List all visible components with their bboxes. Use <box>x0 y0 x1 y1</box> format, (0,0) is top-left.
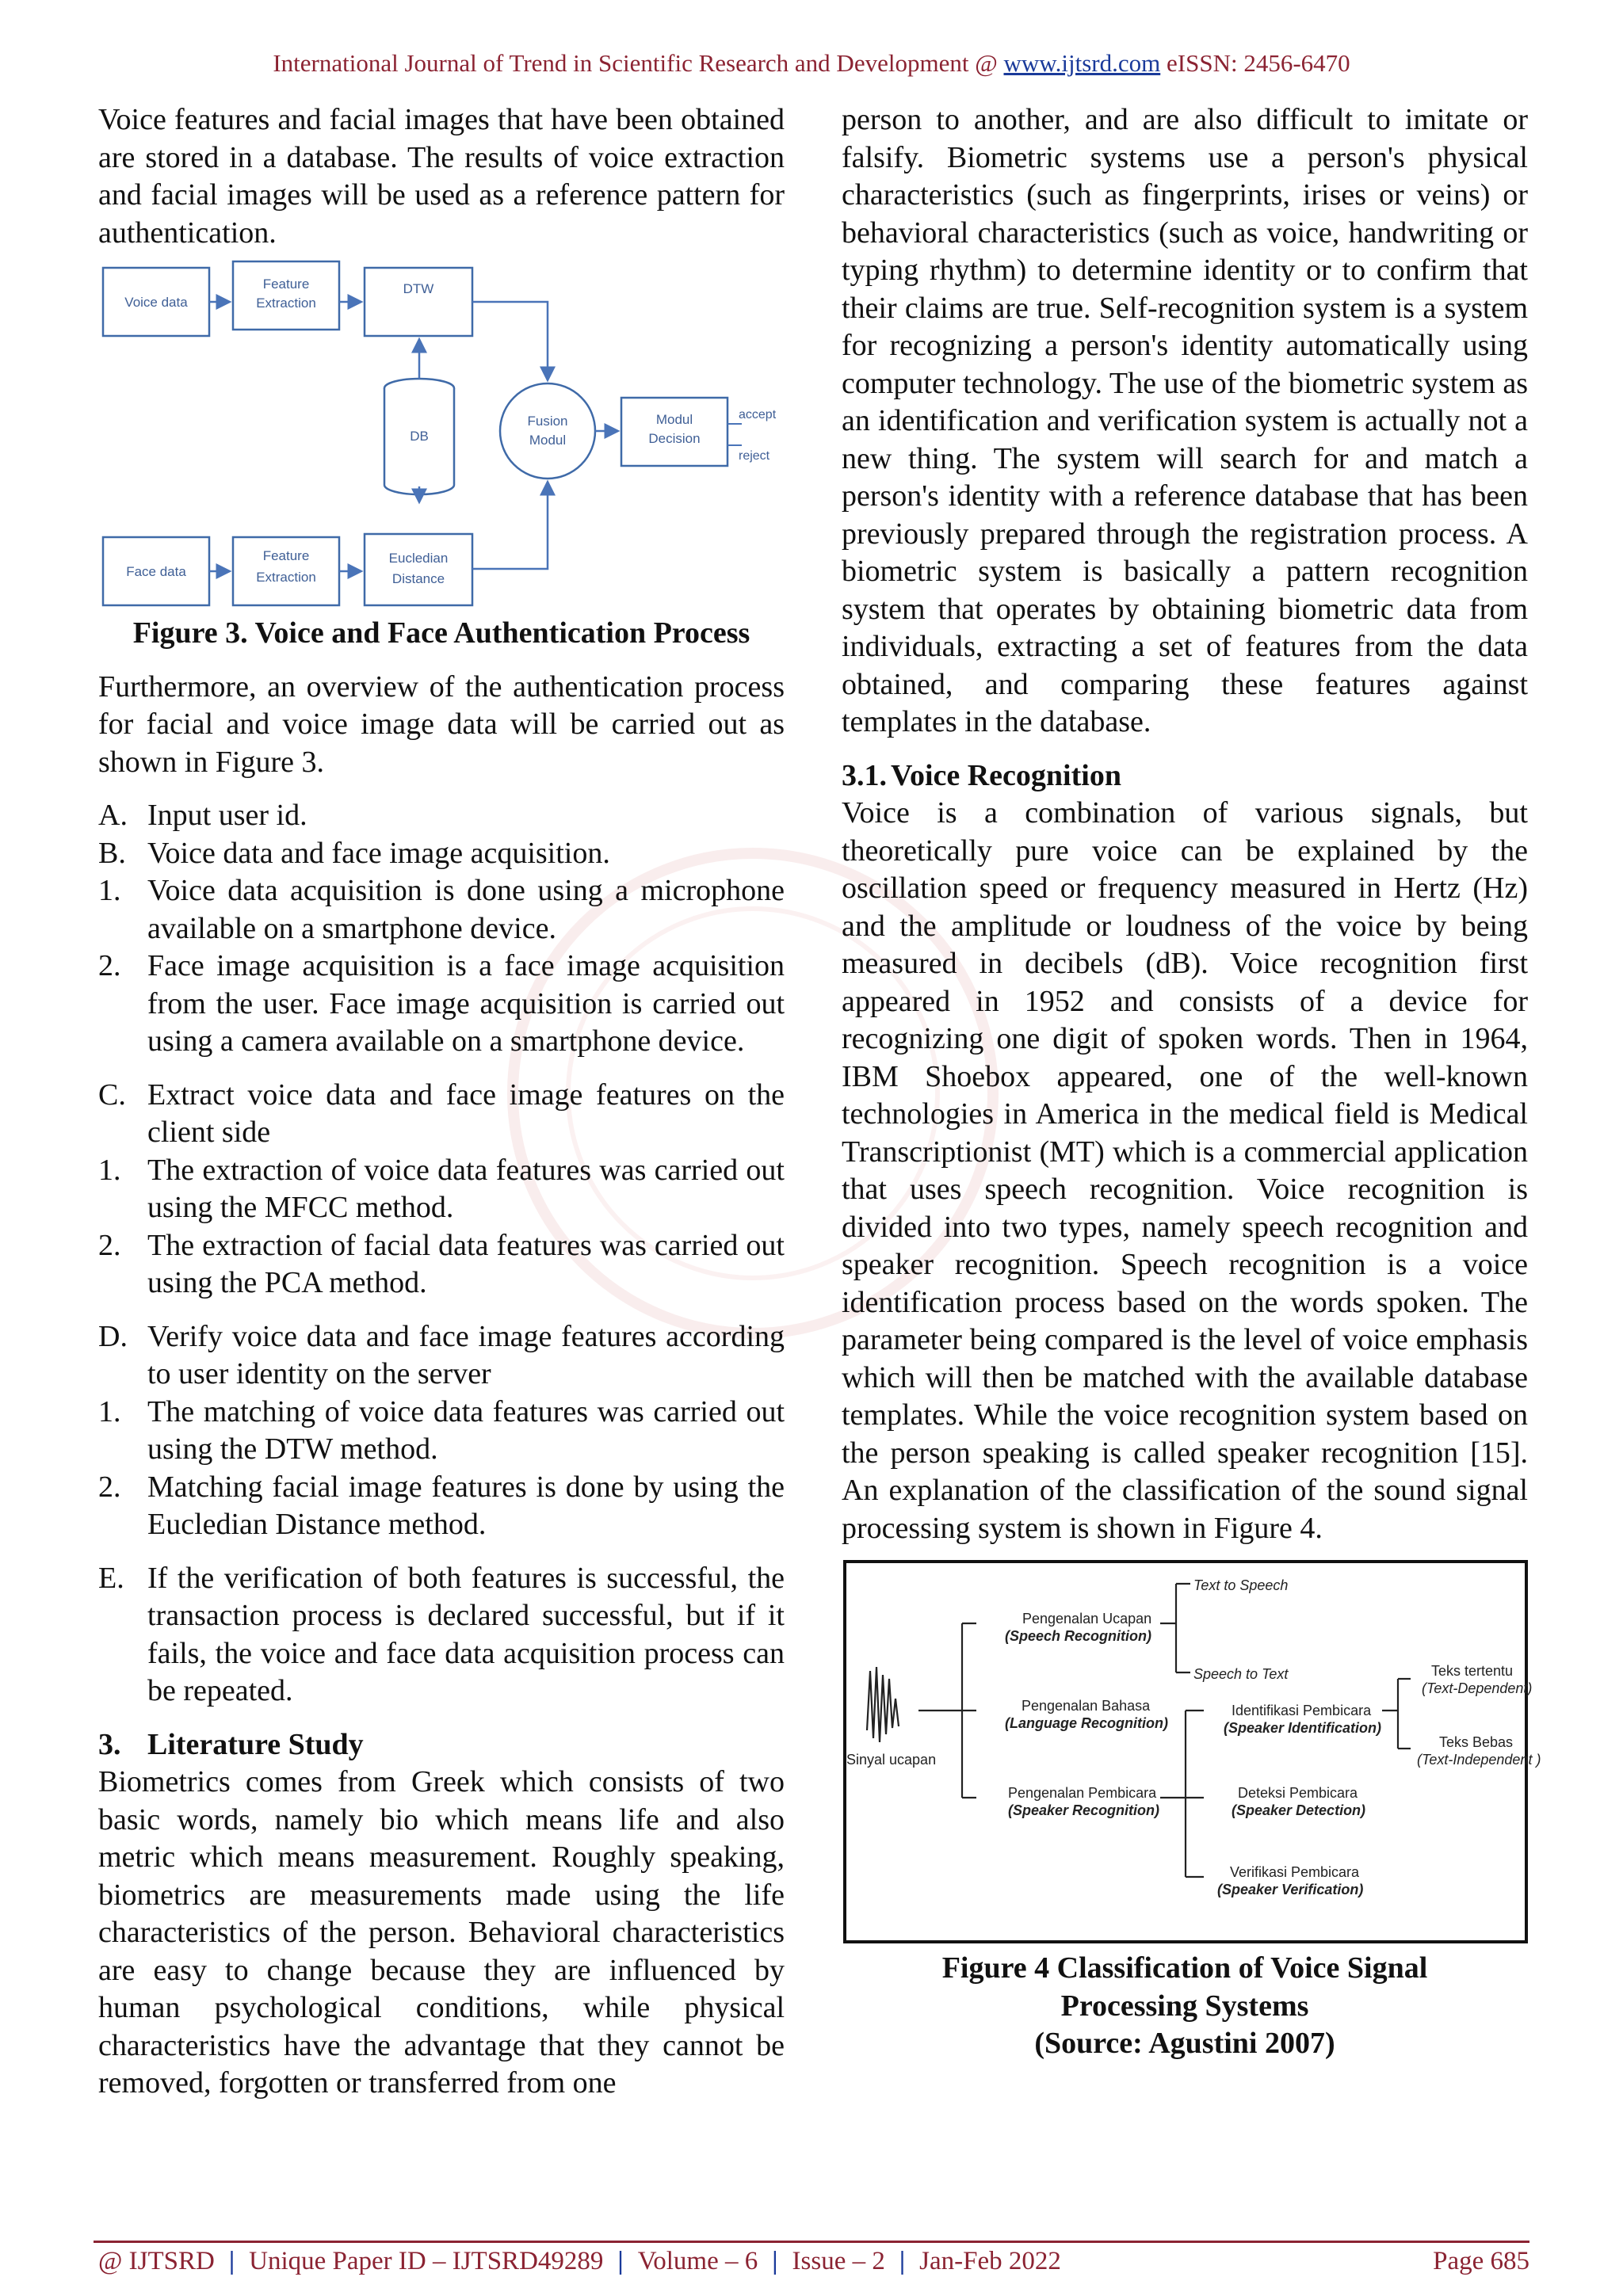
running-footer <box>98 2247 1529 2276</box>
fig4-speech-rec-b: (Speech Recognition) <box>1005 1628 1152 1644</box>
fig4-text-ind-b: (Text-Independent ) <box>1417 1752 1541 1768</box>
fig3-decision-label-a: Modul <box>655 412 693 427</box>
fig3-accept-label: accept <box>739 408 777 421</box>
running-header <box>0 49 1623 78</box>
fig4-text-ind-a: Teks Bebas <box>1439 1734 1514 1750</box>
left-paragraph-3: Biometrics comes from Greek which consists of two basic words, namely bio which means life and also metric which means measurement. Roughly speaking, biometrics are measurements made using the life characteristics of the person. Behavioral characteristics are easy to change because they are influenced by human psychological conditions, while physical characteristics have the advantage that they cannot be removed, forgotten or transferred from one <box>98 1765 785 2100</box>
list-step-a-b <box>98 797 785 1061</box>
fig4-speech-rec-a: Pengenalan Ucapan <box>1022 1611 1152 1627</box>
footer-info: @ IJTSRD | Unique Paper ID – IJTSRD49289 | Volume – 6 | Issue – 2 | Jan-Feb 2022 <box>98 2247 1061 2275</box>
right-column <box>842 101 1541 2063</box>
list-item: 1. The matching of voice data features was carried out using the DTW method. <box>98 1394 785 1466</box>
list-item: 1. Voice data acquisition is done using a microphone available on a smartphone device. <box>98 874 785 945</box>
left-column <box>98 101 785 2103</box>
fig3-dtw-label: DTW <box>403 281 434 296</box>
left-paragraph-2: Furthermore, an overview of the authentication process for facial and voice image data will be carried out as shown in Figure 3. <box>98 669 785 779</box>
footer-rule <box>94 2241 1529 2243</box>
fig3-fusion-label-a: Fusion <box>527 414 568 429</box>
list-item: B. Voice data and face image acquisition. <box>98 836 610 870</box>
list-step-e <box>98 1560 785 1711</box>
figure-4-caption-source: (Source: Agustini 2007) <box>1034 2027 1335 2060</box>
fig3-face-data-label: Face data <box>126 564 186 579</box>
fig4-lang-rec-b: (Language Recognition) <box>1005 1715 1168 1731</box>
journal-issn: eISSN: 2456-6470 <box>1160 49 1350 77</box>
list-item: C. Extract voice data and face image features on the client side <box>98 1077 785 1149</box>
fig3-feature-label-1b: Extraction <box>256 296 316 311</box>
figure-4-diagram <box>843 1560 1541 1943</box>
fig4-speaker-ver-a: Verifikasi Pembicara <box>1230 1864 1360 1880</box>
fig4-speaker-rec-b: (Speaker Recognition) <box>1008 1802 1160 1818</box>
fig3-fusion-label-b: Modul <box>529 433 567 448</box>
fig3-fusion-circle <box>500 383 595 479</box>
fig4-lang-rec-a: Pengenalan Bahasa <box>1022 1698 1151 1714</box>
fig3-voice-data-label: Voice data <box>124 295 188 310</box>
fig4-speaker-rec-a: Pengenalan Pembicara <box>1008 1785 1157 1801</box>
fig4-speaker-det-b: (Speaker Detection) <box>1232 1802 1366 1818</box>
list-step-c <box>98 1077 785 1302</box>
list-item: 1. The extraction of voice data features was carried out using the MFCC method. <box>98 1153 785 1224</box>
fig4-signal-label: Sinyal ucapan <box>846 1752 937 1768</box>
list-item: 2. Matching facial image features is done by using the Eucledian Distance method. <box>98 1470 785 1541</box>
fig3-feature-label-2b: Extraction <box>256 570 316 585</box>
list-item: 2. Face image acquisition is a face image acquisition from the user. Face image acquisition is carried out using a camera available on a smartphone device. <box>98 949 785 1058</box>
fig3-feature-label-2a: Feature <box>262 548 310 563</box>
fig3-euclidean-distance-box <box>365 534 472 605</box>
journal-name: International Journal of Trend in Scientific Research and Development @ <box>273 49 1004 77</box>
fig4-text-dep-b: (Text-Dependent) <box>1422 1680 1533 1696</box>
fig3-decision-label-b: Decision <box>648 431 701 446</box>
fig3-euclid-label-b: Distance <box>391 571 445 586</box>
fig4-speech-to-text: Speech to Text <box>1193 1666 1289 1682</box>
fig3-dtw-box <box>365 268 472 336</box>
fig4-speaker-id-a: Identifikasi Pembicara <box>1232 1703 1372 1718</box>
journal-url-link[interactable]: www.ijtsrd.com <box>1003 49 1161 77</box>
list-item: 2. The extraction of facial data features was carried out using the PCA method. <box>98 1228 785 1299</box>
fig4-text-to-speech: Text to Speech <box>1193 1577 1289 1593</box>
fig3-reject-label: reject <box>739 449 770 463</box>
right-paragraph-2: Voice is a combination of various signals, but theoretically pure voice can be explained by the oscillation speed or frequency measured in Hertz (Hz) and the amplitude or loudness of the voice by being measured in decibels (dB). Voice recognition first appeared in 1952 and consists of a device for recognizing one digit of spoken words. Then in 1964, IBM Shoebox appeared, one of the well-known technologies in America in the medical field is Medical Transcriptionist (MT) which is a commercial application that uses speech recognition. Voice recognition is divided into two types, namely speech recognition and speaker recognition. Speech recognition is a voice identification process based on the words spoken. The parameter being compared is the level of voice emphasis which will then be matched with the available database templates. While the voice recognition system based on the person speaking is called speaker recognition [15]. An explanation of the classification of the sound signal processing system is shown in Figure 4. <box>842 796 1528 1545</box>
list-item: E. If the verification of both features is successful, the transaction process is declared successful, but if it fails, the voice and face data acquisition process can be repeated. <box>98 1561 785 1707</box>
list-step-d <box>98 1318 785 1544</box>
section-3-1-heading: 3.1. Voice Recognition <box>842 758 1121 792</box>
figure-3-diagram <box>98 261 785 610</box>
figure-4-caption-line-1: Figure 4 Classification of Voice Signal <box>941 1951 1428 1985</box>
fig4-speaker-id-b: (Speaker Identification) <box>1224 1720 1382 1736</box>
figure-4-caption-line-2: Processing Systems <box>1060 1989 1309 2023</box>
fig4-text-dep-a: Teks tertentu <box>1431 1663 1514 1679</box>
fig4-speaker-det-a: Deteksi Pembicara <box>1238 1785 1358 1801</box>
section-3-heading: 3. Literature Study <box>98 1727 364 1761</box>
figure-3-caption: Figure 3. Voice and Face Authentication Process <box>132 616 750 650</box>
right-paragraph-1: person to another, and are also difficult to imitate or falsify. Biometric systems use a person's physical characteristics (such as fingerprints, irises or veins) or behavioral characteristics (such as voice, handwriting or typing rhythm) to determine identity or to confirm that their claims are true. Self-recognition system is a system for recognizing a person's identity automatically using computer technology. The use of the biometric system as an identification and verification system is actually not a new thing. The system will search for and match a person's identity with a reference database that has been previously prepared through the registration process. A biometric system is basically a pattern recognition system that operates by obtaining biometric data from individuals, extracting a set of features from the data obtained, and comparing these features against templates in the database. <box>842 103 1528 738</box>
list-item: D. Verify voice data and face image features according to user identity on the server <box>98 1319 785 1390</box>
fig4-speaker-ver-b: (Speaker Verification) <box>1217 1882 1364 1897</box>
page-number: Page 685 <box>1433 2247 1529 2275</box>
left-paragraph-1: Voice features and facial images that have been obtained are stored in a database. The results of voice extraction and facial images will be used as a reference pattern for authentication. <box>98 103 785 250</box>
list-item: A. Input user id. <box>98 799 307 832</box>
fig3-euclid-label-a: Eucledian <box>388 551 449 566</box>
fig3-feature-label-1a: Feature <box>262 277 310 292</box>
fig3-db-label: DB <box>410 429 429 444</box>
